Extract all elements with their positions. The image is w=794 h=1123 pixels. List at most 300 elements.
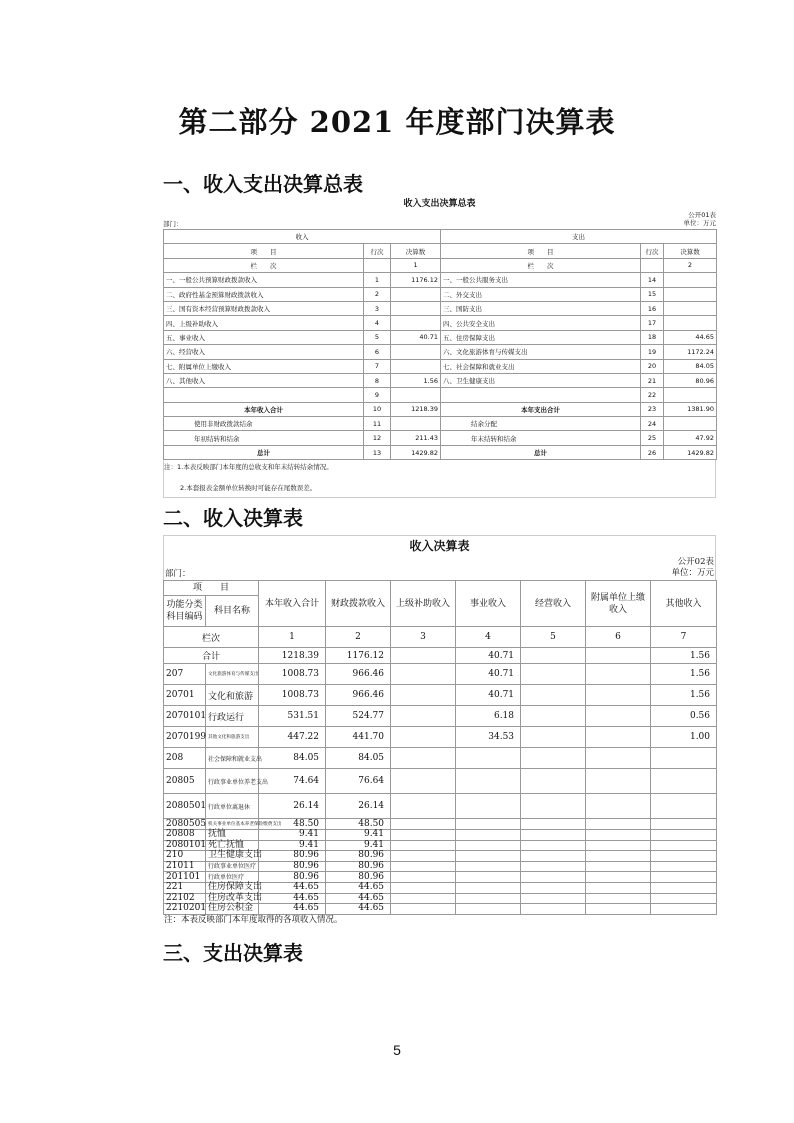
subject-name: 行政事业单位医疗 <box>206 861 259 872</box>
col-amount-header: 决算数 <box>391 244 441 258</box>
value-cell <box>456 904 521 915</box>
expense-row-no: 24 <box>641 417 664 431</box>
expense-item: 年末结转和结余 <box>441 431 641 445</box>
expense-row-no: 25 <box>641 431 664 445</box>
value-cell <box>456 882 521 893</box>
value-cell <box>651 769 717 794</box>
expense-amount <box>664 388 717 402</box>
value-cell: 76.64 <box>326 769 391 794</box>
value-cell <box>391 706 456 727</box>
header-c2: 财政拨款收入 <box>326 581 391 627</box>
income-expense-summary-table-block <box>163 198 716 498</box>
func-code: 221 <box>164 882 206 893</box>
value-cell: 9.41 <box>259 840 326 851</box>
income-row-no: 5 <box>364 330 391 344</box>
value-cell: 6.18 <box>456 706 521 727</box>
expense-amount: 84.05 <box>664 359 717 373</box>
table2-header-row-1 <box>164 581 717 596</box>
value-cell: 44.65 <box>259 904 326 915</box>
value-cell: 44.65 <box>259 882 326 893</box>
value-cell: 0.56 <box>651 706 717 727</box>
income-row-no: 1 <box>364 273 391 287</box>
value-cell <box>651 893 717 904</box>
income-group-header: 收入 <box>164 230 441 244</box>
value-cell <box>391 893 456 904</box>
expense-item: 三、国防支出 <box>441 301 641 315</box>
income-amount: 1218.39 <box>391 402 441 416</box>
func-code: 2080505 <box>164 819 206 830</box>
header-c1: 本年收入合计 <box>259 581 326 627</box>
expense-row-no: 17 <box>641 316 664 330</box>
table1-caption: 收入支出决算总表 <box>403 199 476 209</box>
income-item: 一、一般公共预算财政拨款收入 <box>164 273 364 287</box>
value-cell <box>521 819 586 830</box>
table1-unit: 单位：万元 <box>683 219 716 227</box>
value-cell: 80.96 <box>326 872 391 883</box>
subject-name: 行政单位医疗 <box>206 872 259 883</box>
table-row <box>164 829 717 840</box>
func-code: 2080501 <box>164 794 206 819</box>
value-cell <box>391 769 456 794</box>
income-row-no: 6 <box>364 345 391 359</box>
value-cell <box>586 893 651 904</box>
lanci-number: 3 <box>391 627 456 648</box>
func-code: 22102 <box>164 893 206 904</box>
value-cell: 9.41 <box>326 829 391 840</box>
table-row <box>164 819 717 830</box>
value-cell <box>391 851 456 862</box>
value-cell <box>391 727 456 748</box>
value-cell <box>456 829 521 840</box>
income-row-no: 13 <box>364 445 391 459</box>
table-row <box>164 287 717 301</box>
income-item: 三、国有资本经营预算财政拨款收入 <box>164 301 364 315</box>
table-row <box>164 861 717 872</box>
func-code: 207 <box>164 664 206 685</box>
lanci-number: 1 <box>259 627 326 648</box>
page-number: 5 <box>393 1042 401 1058</box>
table-row <box>164 904 717 915</box>
value-cell: 44.65 <box>259 893 326 904</box>
value-cell: 1.00 <box>651 727 717 748</box>
value-cell <box>521 706 586 727</box>
income-row-no: 2 <box>364 287 391 301</box>
value-cell <box>521 840 586 851</box>
income-item: 二、政府性基金预算财政拨款收入 <box>164 287 364 301</box>
income-amount <box>391 287 441 301</box>
expense-row-no: 16 <box>641 301 664 315</box>
income-expense-summary-table <box>163 229 717 460</box>
income-amount <box>391 359 441 373</box>
income-amount: 1176.12 <box>391 273 441 287</box>
expense-amount <box>664 316 717 330</box>
lanci-number: 1 <box>391 258 441 272</box>
value-cell <box>586 727 651 748</box>
subject-name: 住房保障支出 <box>206 882 259 893</box>
value-cell <box>521 664 586 685</box>
value-cell <box>651 872 717 883</box>
value-cell: 84.05 <box>259 748 326 769</box>
table2-meta <box>163 556 716 580</box>
table2-form-no: 公开02表 <box>677 557 714 567</box>
expense-row-no: 20 <box>641 359 664 373</box>
value-cell <box>586 685 651 706</box>
value-cell <box>456 872 521 883</box>
value-cell <box>586 851 651 862</box>
header-c3: 上级补助收入 <box>391 581 456 627</box>
value-cell: 966.46 <box>326 685 391 706</box>
value-cell: 447.22 <box>259 727 326 748</box>
item-header: 项 目 <box>164 581 259 596</box>
value-cell: 9.41 <box>326 840 391 851</box>
func-code: 20701 <box>164 685 206 706</box>
table-total-row <box>164 445 717 459</box>
table2-lanci-row <box>164 627 717 648</box>
value-cell <box>586 904 651 915</box>
value-cell: 26.14 <box>259 794 326 819</box>
value-cell <box>521 748 586 769</box>
expense-item: 二、外交支出 <box>441 287 641 301</box>
expense-item: 一、一般公共服务支出 <box>441 273 641 287</box>
value-cell <box>651 882 717 893</box>
value-cell: 80.96 <box>259 872 326 883</box>
table2-unit: 单位：万元 <box>671 568 714 578</box>
expense-row-no: 19 <box>641 345 664 359</box>
value-cell <box>456 893 521 904</box>
value-cell <box>521 727 586 748</box>
income-final-table-block <box>163 535 716 926</box>
lanci-number: 2 <box>664 258 717 272</box>
income-amount: 40.71 <box>391 330 441 344</box>
value-cell: 80.96 <box>259 861 326 872</box>
section3-heading: 三、支出决算表 <box>163 941 303 965</box>
income-row-no: 7 <box>364 359 391 373</box>
value-cell <box>521 882 586 893</box>
lanci-number: 7 <box>651 627 717 648</box>
table1-column-header <box>164 244 717 258</box>
value-cell <box>521 872 586 883</box>
expense-item: 本年支出合计 <box>441 402 641 416</box>
income-amount <box>391 301 441 315</box>
col-row-header: 行次 <box>641 244 664 258</box>
func-code-header: 功能分类科目编码 <box>164 596 206 627</box>
table-row <box>164 373 717 387</box>
income-amount <box>391 417 441 431</box>
page-title: 第二部分 2021 年度部门决算表 <box>178 105 616 139</box>
value-cell <box>651 829 717 840</box>
table2-form-no-unit <box>671 557 714 579</box>
value-cell: 84.05 <box>326 748 391 769</box>
expense-amount <box>664 301 717 315</box>
total-value: 40.71 <box>456 648 521 664</box>
value-cell: 1.56 <box>651 664 717 685</box>
value-cell: 80.96 <box>326 861 391 872</box>
value-cell <box>521 904 586 915</box>
table-row <box>164 301 717 315</box>
value-cell <box>651 840 717 851</box>
income-amount: 1.56 <box>391 373 441 387</box>
income-row-no: 8 <box>364 373 391 387</box>
subject-name: 机关事业单位基本养老保险缴费支出 <box>206 819 259 830</box>
value-cell: 34.53 <box>456 727 521 748</box>
subject-name: 住房改革支出 <box>206 893 259 904</box>
value-cell: 80.96 <box>259 851 326 862</box>
total-value: 1218.39 <box>259 648 326 664</box>
value-cell <box>391 748 456 769</box>
value-cell <box>456 794 521 819</box>
total-value <box>586 648 651 664</box>
value-cell <box>521 685 586 706</box>
value-cell <box>586 829 651 840</box>
table-total-row <box>164 431 717 445</box>
income-amount <box>391 388 441 402</box>
expense-amount <box>664 273 717 287</box>
income-amount <box>391 316 441 330</box>
value-cell <box>586 840 651 851</box>
lanci-label: 栏 次 <box>441 258 641 272</box>
value-cell: 40.71 <box>456 664 521 685</box>
expense-amount <box>664 287 717 301</box>
table1-lanci-row <box>164 258 717 272</box>
subject-name: 住房公积金 <box>206 904 259 915</box>
subject-name: 行政运行 <box>206 706 259 727</box>
income-item <box>164 388 364 402</box>
expense-amount: 80.96 <box>664 373 717 387</box>
income-item: 五、事业收入 <box>164 330 364 344</box>
expense-row-no: 23 <box>641 402 664 416</box>
value-cell <box>586 882 651 893</box>
income-item: 六、经营收入 <box>164 345 364 359</box>
expense-row-no: 18 <box>641 330 664 344</box>
value-cell <box>586 872 651 883</box>
expense-item: 总计 <box>441 445 641 459</box>
func-code: 20808 <box>164 829 206 840</box>
value-cell <box>456 748 521 769</box>
value-cell: 9.41 <box>259 829 326 840</box>
lanci-number: 2 <box>326 627 391 648</box>
table-row <box>164 872 717 883</box>
value-cell <box>521 851 586 862</box>
total-value: 1176.12 <box>326 648 391 664</box>
expense-row-no: 21 <box>641 373 664 387</box>
expense-amount: 1381.90 <box>664 402 717 416</box>
value-cell: 80.96 <box>326 851 391 862</box>
value-cell <box>391 840 456 851</box>
value-cell <box>651 851 717 862</box>
table-row <box>164 273 717 287</box>
value-cell <box>456 851 521 862</box>
value-cell: 44.65 <box>326 882 391 893</box>
value-cell <box>391 861 456 872</box>
income-row-no: 12 <box>364 431 391 445</box>
subject-name: 卫生健康支出 <box>206 851 259 862</box>
table-row <box>164 664 717 685</box>
table2-note: 注：本表反映部门本年度取得的各项收入情况。 <box>164 914 343 925</box>
value-cell <box>391 882 456 893</box>
value-cell <box>391 829 456 840</box>
table1-note-1: 注：1.本表反映部门本年度的总收支和年末结转结余情况。 <box>164 463 333 472</box>
value-cell <box>521 829 586 840</box>
value-cell <box>521 794 586 819</box>
value-cell <box>391 664 456 685</box>
income-row-no: 11 <box>364 417 391 431</box>
expense-amount: 1429.82 <box>664 445 717 459</box>
income-item: 总计 <box>164 445 364 459</box>
total-label: 合计 <box>164 648 259 664</box>
table1-notes <box>163 460 716 498</box>
table1-note-2: 2.本套报表金额单位转换时可能存在尾数误差。 <box>180 484 317 493</box>
table-row <box>164 685 717 706</box>
func-code: 2070101 <box>164 706 206 727</box>
value-cell: 524.77 <box>326 706 391 727</box>
lanci-label: 栏 次 <box>164 258 364 272</box>
table-row <box>164 882 717 893</box>
value-cell <box>586 794 651 819</box>
table1-group-header <box>164 230 717 244</box>
header-c5: 经营收入 <box>521 581 586 627</box>
table-row <box>164 330 717 344</box>
value-cell <box>456 840 521 851</box>
col-item-header: 项 目 <box>441 244 641 258</box>
header-c7: 其他收入 <box>651 581 717 627</box>
table-row <box>164 359 717 373</box>
value-cell <box>651 748 717 769</box>
value-cell <box>651 819 717 830</box>
table-cell <box>364 258 391 272</box>
value-cell: 48.50 <box>326 819 391 830</box>
func-code: 2080101 <box>164 840 206 851</box>
lanci-number: 4 <box>456 627 521 648</box>
income-amount <box>391 345 441 359</box>
header-c4: 事业收入 <box>456 581 521 627</box>
lanci-number: 6 <box>586 627 651 648</box>
value-cell <box>586 819 651 830</box>
value-cell <box>456 861 521 872</box>
table1-meta <box>163 211 716 229</box>
section1-heading: 一、收入支出决算总表 <box>163 172 363 196</box>
table1-form-no: 公开01表 <box>688 211 716 219</box>
func-code: 208 <box>164 748 206 769</box>
expense-amount: 44.65 <box>664 330 717 344</box>
table-row <box>164 316 717 330</box>
income-row-no: 3 <box>364 301 391 315</box>
value-cell: 1008.73 <box>259 664 326 685</box>
table2-dept: 部门： <box>165 569 191 579</box>
income-row-no: 9 <box>364 388 391 402</box>
income-item: 年初结转和结余 <box>164 431 364 445</box>
expense-row-no: 26 <box>641 445 664 459</box>
value-cell <box>456 819 521 830</box>
value-cell <box>586 861 651 872</box>
income-item: 本年收入合计 <box>164 402 364 416</box>
income-row-no: 4 <box>364 316 391 330</box>
table-row <box>164 706 717 727</box>
value-cell <box>391 904 456 915</box>
value-cell: 441.70 <box>326 727 391 748</box>
value-cell: 26.14 <box>326 794 391 819</box>
value-cell: 1.56 <box>651 685 717 706</box>
expense-item <box>441 388 641 402</box>
value-cell <box>521 861 586 872</box>
expense-group-header: 支出 <box>441 230 717 244</box>
subject-name: 行政事业单位养老支出 <box>206 769 259 794</box>
header-c6: 附属单位上缴收入 <box>586 581 651 627</box>
table-row <box>164 794 717 819</box>
expense-item: 八、卫生健康支出 <box>441 373 641 387</box>
table-total-row <box>164 417 717 431</box>
table-row <box>164 851 717 862</box>
subject-name: 行政单位离退休 <box>206 794 259 819</box>
col-item-header: 项 目 <box>164 244 364 258</box>
table1-dept: 部门： <box>163 220 183 228</box>
total-value: 1.56 <box>651 648 717 664</box>
value-cell <box>586 664 651 685</box>
expense-amount: 1172.24 <box>664 345 717 359</box>
value-cell <box>586 769 651 794</box>
subject-name: 社会保障和就业支出 <box>206 748 259 769</box>
value-cell <box>391 819 456 830</box>
subject-name: 死亡抚恤 <box>206 840 259 851</box>
table2-total-row <box>164 648 717 664</box>
table-row <box>164 748 717 769</box>
col-amount-header: 决算数 <box>664 244 717 258</box>
subject-name: 文化和旅游 <box>206 685 259 706</box>
func-code: 2070199 <box>164 727 206 748</box>
value-cell <box>391 794 456 819</box>
expense-item: 四、公共安全支出 <box>441 316 641 330</box>
income-amount: 211.43 <box>391 431 441 445</box>
income-final-table <box>163 580 717 915</box>
value-cell: 48.50 <box>259 819 326 830</box>
income-amount: 1429.82 <box>391 445 441 459</box>
income-row-no: 10 <box>364 402 391 416</box>
value-cell <box>521 769 586 794</box>
value-cell <box>651 904 717 915</box>
section2-heading: 二、收入决算表 <box>163 506 303 530</box>
subject-name: 文化旅游体育与传媒支出 <box>206 664 259 685</box>
table2-caption: 收入决算表 <box>163 535 716 556</box>
lanci-label: 栏次 <box>164 627 259 648</box>
total-value <box>391 648 456 664</box>
value-cell: 40.71 <box>456 685 521 706</box>
table-row <box>164 345 717 359</box>
income-item: 四、上级补助收入 <box>164 316 364 330</box>
value-cell <box>456 769 521 794</box>
value-cell <box>651 794 717 819</box>
income-item: 使用非财政拨款结余 <box>164 417 364 431</box>
expense-row-no: 14 <box>641 273 664 287</box>
value-cell <box>586 748 651 769</box>
table-total-row <box>164 402 717 416</box>
expense-row-no: 15 <box>641 287 664 301</box>
income-item: 八、其他收入 <box>164 373 364 387</box>
expense-amount <box>664 417 717 431</box>
value-cell: 74.64 <box>259 769 326 794</box>
table-cell <box>641 258 664 272</box>
value-cell <box>391 685 456 706</box>
value-cell: 531.51 <box>259 706 326 727</box>
expense-item: 七、社会保障和就业支出 <box>441 359 641 373</box>
expense-item: 五、住房保障支出 <box>441 330 641 344</box>
value-cell: 44.65 <box>326 904 391 915</box>
func-code: 201101 <box>164 872 206 883</box>
func-code: 21011 <box>164 861 206 872</box>
value-cell: 1008.73 <box>259 685 326 706</box>
col-row-header: 行次 <box>364 244 391 258</box>
subject-name-header: 科目名称 <box>206 596 259 627</box>
expense-item: 六、文化旅游体育与传媒支出 <box>441 345 641 359</box>
expense-amount: 47.92 <box>664 431 717 445</box>
